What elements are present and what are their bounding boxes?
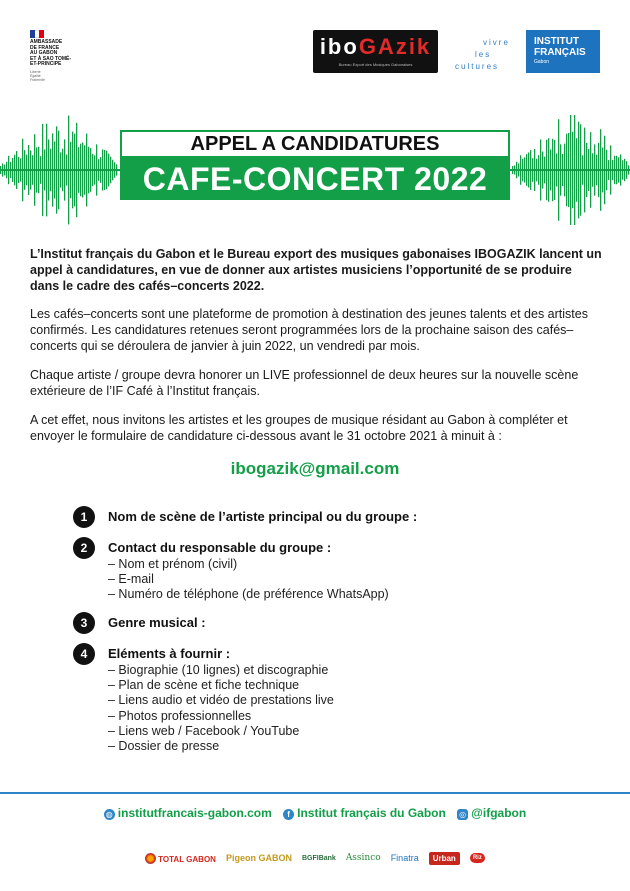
instagram-link[interactable] [457, 806, 526, 820]
contact-email-link[interactable]: ibogazik@gmail.com [230, 459, 400, 478]
website-link[interactable] [104, 806, 272, 820]
item-sub: – Numéro de téléphone (de préférence WhatsApp) [108, 587, 389, 602]
number-badge: 3 [73, 612, 95, 634]
item-sub: – Liens web / Facebook / YouTube [108, 723, 300, 738]
tagline-line: les [475, 50, 492, 59]
invitation-paragraph: A cet effet, nous invitons les artistes et les groupes de musique résidant au Gabon à compléter et envoyer le formulaire de candidature ci-dessous avant le 31 octobre 2021 à minuit à : [30, 413, 568, 443]
number-badge: 4 [73, 643, 95, 665]
number-badge: 1 [73, 506, 95, 528]
intro-paragraph: L’Institut français du Gabon et le Bureau export des musiques gabonaises IBOGAZIK lancent un appel à candidatures, en vue de donner aux artistes musiciens l’opportunité de se produire dans le cadre des cafés–concerts 2022. [30, 247, 602, 293]
bgfibank-logo: BGFIBank [301, 854, 336, 862]
instagram-label: @ifgabon [471, 806, 527, 820]
item-title: Nom de scène de l’artiste principal ou du groupe : [108, 509, 418, 524]
ibogazik-subtitle: Bureau Export des Musiques Gabonaises [338, 62, 413, 67]
ambassade-line: AMBASSADE [30, 39, 63, 45]
vivre-les-cultures-tagline [455, 37, 519, 73]
institut-francais-logo [526, 30, 600, 73]
ibogazik-logo-part2: GAzik [358, 34, 432, 59]
french-flag-icon [30, 30, 44, 38]
total-gabon-logo: TOTAL GABON [145, 853, 216, 864]
item-title: Genre musical : [108, 615, 206, 630]
motto-line: Liberté [30, 69, 41, 74]
tagline-line: cultures [455, 62, 500, 71]
item-title: Contact du responsable du groupe : [108, 540, 332, 555]
website-label: institutfrancais-gabon.com [117, 806, 272, 820]
live-paragraph: Chaque artiste / groupe devra honorer un LIVE professionnel de deux heures sur la nouvelle scène extérieure de l’IF Café à l’Institut français. [30, 368, 579, 398]
item-sub: – Biographie (10 lignes) et discographie [108, 663, 329, 677]
finatra-logo: Finatra [390, 853, 419, 863]
ibogazik-logo-part1: ibo [319, 34, 359, 59]
item-sub: – E-mail [108, 572, 154, 587]
if-logo-line1: INSTITUT [534, 36, 579, 47]
description-paragraph: Les cafés–concerts sont une plateforme de promotion à destination des jeunes talents et des artistes confirmés. Les candidatures retenues seront programmées lors de la prochaine saison des cafés–concerts qui se déroulera de janvier à juin 2022, un vendredi par mois. [30, 307, 588, 353]
item-sub: – Photos professionnelles [108, 708, 252, 723]
footer-divider [0, 792, 630, 794]
footer-links [0, 806, 630, 820]
motto-line: Égalité [30, 73, 41, 78]
item-sub: – Dossier de presse [108, 739, 220, 754]
page-title: APPEL A CANDIDATURES [120, 130, 510, 158]
facebook-link[interactable] [283, 806, 446, 820]
facebook-icon: f [283, 809, 294, 820]
item-sub: – Plan de scène et fiche technique [108, 678, 300, 693]
tagline-line: vivre [483, 38, 510, 47]
globe-icon: ◍ [104, 809, 115, 820]
ambassade-line: ET-PRINCIPE [30, 61, 62, 68]
total-logo-icon [145, 853, 156, 864]
if-logo-line2: FRANÇAIS [534, 47, 586, 58]
item-title: Eléments à fournir : [108, 646, 231, 661]
assinco-logo: Assinco [345, 853, 381, 863]
ibogazik-logo [313, 30, 438, 73]
ambassade-line: ET À SAO TOMÉ- [30, 55, 72, 62]
ambassade-line: AU GABON [30, 50, 58, 57]
facebook-label: Institut français du Gabon [297, 806, 446, 820]
number-badge: 2 [73, 537, 95, 559]
item-sub: – Nom et prénom (civil) [108, 557, 238, 571]
motto-line: Fraternité [30, 77, 45, 82]
pigeon-gabon-logo: Pigeon GABON [225, 853, 292, 863]
item-sub: – Liens audio et vidéo de prestations live [108, 693, 334, 708]
urban-logo: Urban [429, 852, 460, 865]
ambassade-logo [30, 30, 100, 82]
instagram-icon: ◎ [457, 809, 468, 820]
page-subtitle: CAFE-CONCERT 2022 [120, 158, 510, 200]
riz-logo: Riz [470, 853, 485, 863]
sponsors-bar [0, 846, 630, 870]
ambassade-line: DE FRANCE [30, 44, 60, 51]
if-logo-line3: Gabon [534, 59, 550, 65]
